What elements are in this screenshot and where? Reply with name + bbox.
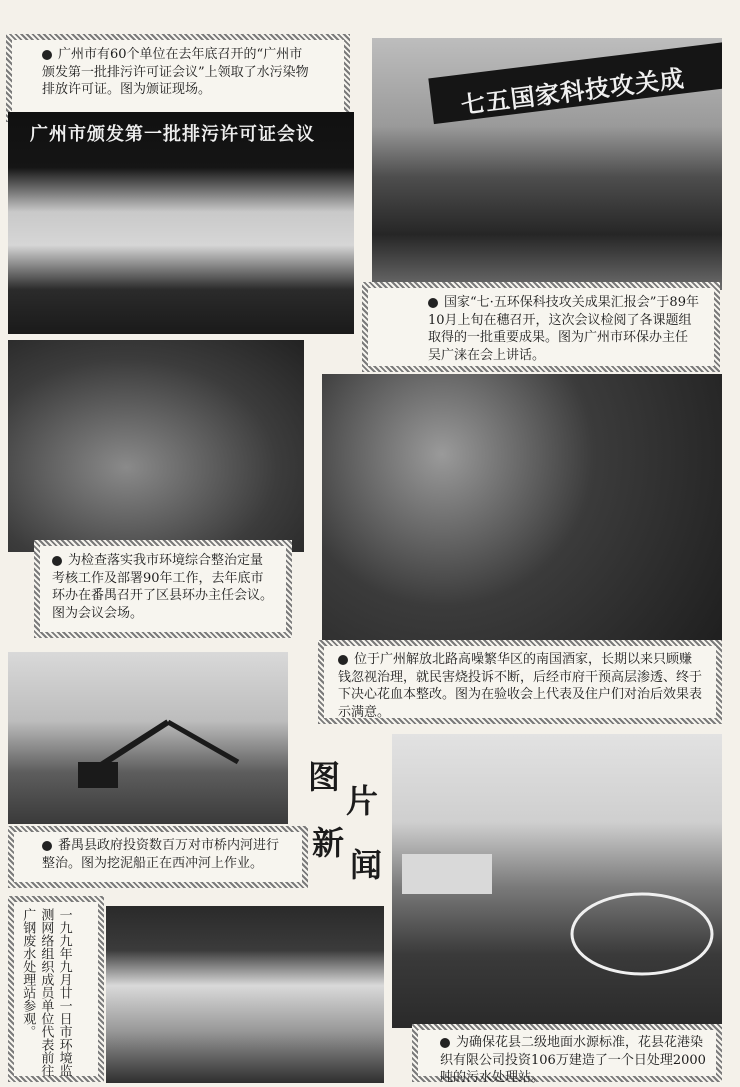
photo4-image (322, 374, 722, 642)
title-char-4: 闻 (350, 846, 383, 884)
photo1-image (8, 112, 354, 334)
photo6-caption: 为确保花县二级地面水源标准，花县花港染织有限公司投资106万建造了一个日处理2000吨的污水处理站。 (440, 1035, 706, 1086)
photo7-image (106, 906, 384, 1083)
title-char-2: 片 (346, 782, 379, 820)
photo3-audience (8, 340, 304, 552)
photo3-caption-box (34, 540, 292, 638)
bullet-icon (338, 655, 348, 665)
photo6-image (392, 734, 722, 1028)
bullet-icon (52, 556, 62, 566)
photo5-caption: 番禺县政府投资数百万对市桥内河进行整治。图为挖泥船正在西冲河上作业。 (42, 838, 280, 871)
photo5-image (8, 652, 288, 824)
photo3-image (8, 340, 304, 552)
photo1-caption-box (6, 34, 350, 122)
photo4-trees (322, 374, 722, 642)
bullet-icon (428, 298, 438, 308)
photo1-caption: 广州市有60个单位在去年底召开的“广州市颁发第一批排污许可证会议”上领取了水污染物排放许可证。图为颁证现场。 (42, 47, 309, 98)
photo7-caption: 一九九年九月廿一日市环境监测网络组织成员单位代表前往广钢废水处理站参观。 (20, 908, 72, 1077)
bullet-icon (42, 841, 52, 851)
photo2-image (372, 38, 722, 290)
bullet-icon (440, 1038, 450, 1048)
photo2-banner: 七五国家科技攻关成 (459, 64, 687, 120)
excavator-icon (8, 652, 288, 824)
title-char-3: 新 (312, 824, 345, 862)
photo7-workers (106, 906, 384, 1083)
photo5-caption-box (8, 826, 308, 888)
photo1-banner: 广州市颁发第一批排污许可证会议 (30, 124, 315, 145)
photo7-caption-box (8, 896, 104, 1082)
photo6-caption-box (412, 1024, 722, 1086)
title-char-1: 图 (308, 758, 341, 796)
photo4-caption-box (318, 640, 722, 724)
photo3-caption: 为检查落实我市环境综合整治定量考核工作及部署90年工作，去年底市环办在番禺召开了区县环办主任会议。图为会议会场。 (52, 553, 274, 621)
photo2-caption-box (362, 282, 720, 372)
photo4-caption: 位于广州解放北路高噪繁华区的南国酒家，长期以来只顾赚钱忽视治理，就民害烧投诉不断，后经市府干预高层渗透、终于下决心花血本整改。图为在验收会上代表及住户们对治后效果表示满意。 (338, 652, 703, 720)
bullet-icon (42, 50, 52, 60)
photo2-caption: 国家“七·五环保科技攻关成果汇报会”于89年10月上旬在穗召开，这次会议检阅了各课题组取得的一批重要成果。图为广州市环保办主任吴广涞在会上讲话。 (428, 295, 699, 363)
treatment-tank-icon (392, 734, 722, 1028)
